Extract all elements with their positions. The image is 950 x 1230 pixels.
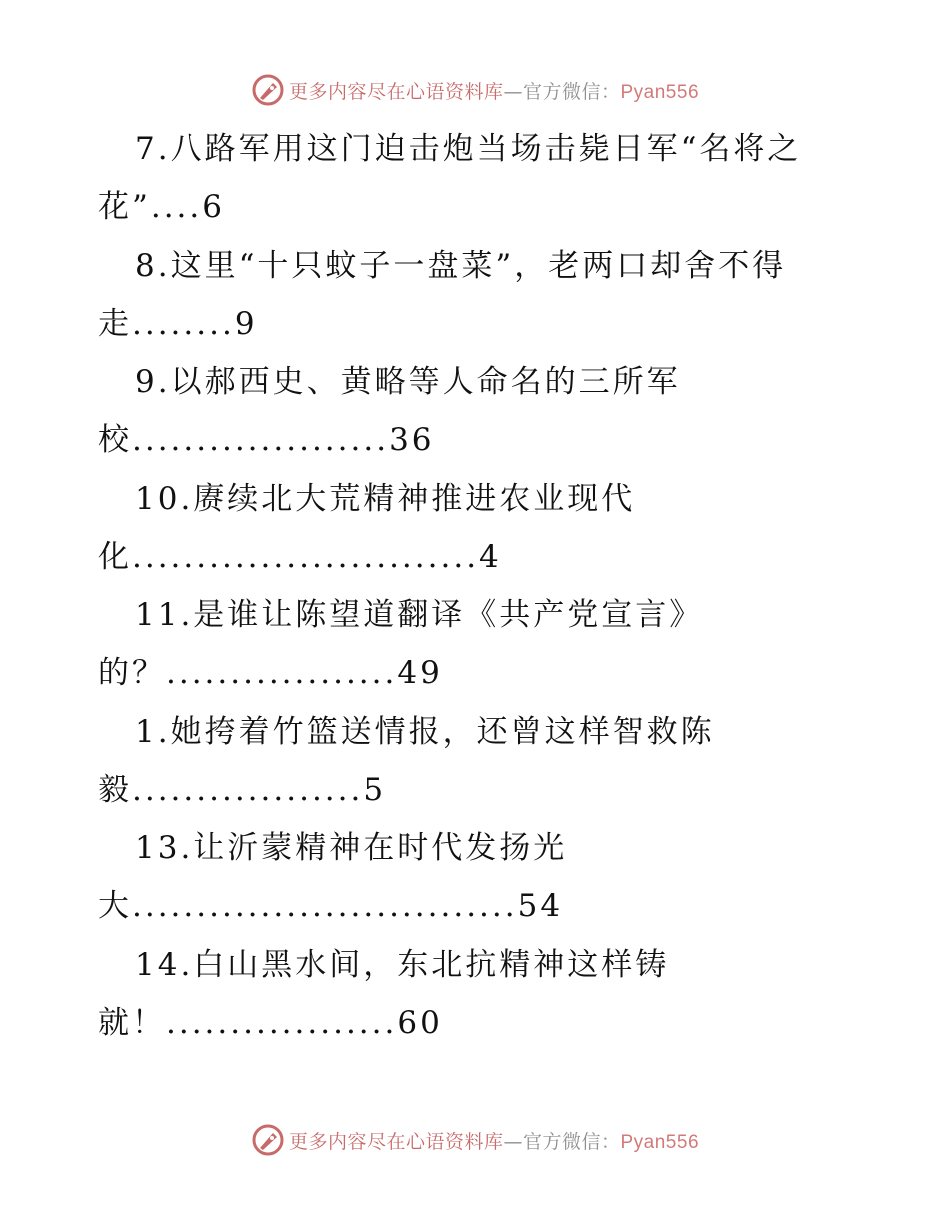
toc-entry-line1[interactable]: 9.以郝西史、黄略等人命名的三所军 (135, 364, 681, 400)
toc-entry-line2[interactable]: 化...........................4 (98, 539, 502, 575)
toc-entry-line2[interactable]: 的？..................49 (98, 655, 443, 691)
header-watermark (0, 70, 950, 110)
toc-entry-line1[interactable]: 8.这里“十只蚊子一盘菜”，老两口却舍不得 (135, 248, 787, 284)
toc-entry-line1[interactable]: 11.是谁让陈望道翻译《共产党宣言》 (135, 597, 704, 633)
watermark-text: 更多内容尽在心语资料库—官方微信：Pyan556 (288, 80, 700, 103)
toc-entry-line2[interactable]: 走........9 (98, 306, 258, 342)
pen-nib-logo-icon (251, 73, 285, 107)
toc-entry-line2[interactable]: 校....................36 (98, 422, 435, 458)
toc-entry-line2[interactable]: 花”....6 (98, 189, 225, 225)
toc-entry-line2[interactable]: 毅..................5 (98, 772, 387, 808)
toc-entry-line1[interactable]: 1.她挎着竹篮送情报，还曾这样智救陈 (135, 714, 715, 750)
toc-entry-line2[interactable]: 大..............................54 (98, 888, 564, 924)
toc-entry-line1[interactable]: 7.八路军用这门迫击炮当场击毙日军“名将之 (135, 131, 802, 167)
watermark-text: 更多内容尽在心语资料库—官方微信：Pyan556 (288, 1130, 700, 1153)
toc-entry-line1[interactable]: 14.白山黑水间，东北抗精神这样铸 (135, 947, 670, 983)
toc-entry-line1[interactable]: 10.赓续北大荒精神推进农业现代 (135, 481, 636, 517)
footer-watermark (0, 1120, 950, 1160)
toc-entry-line1[interactable]: 13.让沂蒙精神在时代发扬光 (135, 830, 568, 866)
pen-nib-logo-icon (251, 1123, 285, 1157)
toc-entry-line2[interactable]: 就！..................60 (98, 1005, 443, 1041)
